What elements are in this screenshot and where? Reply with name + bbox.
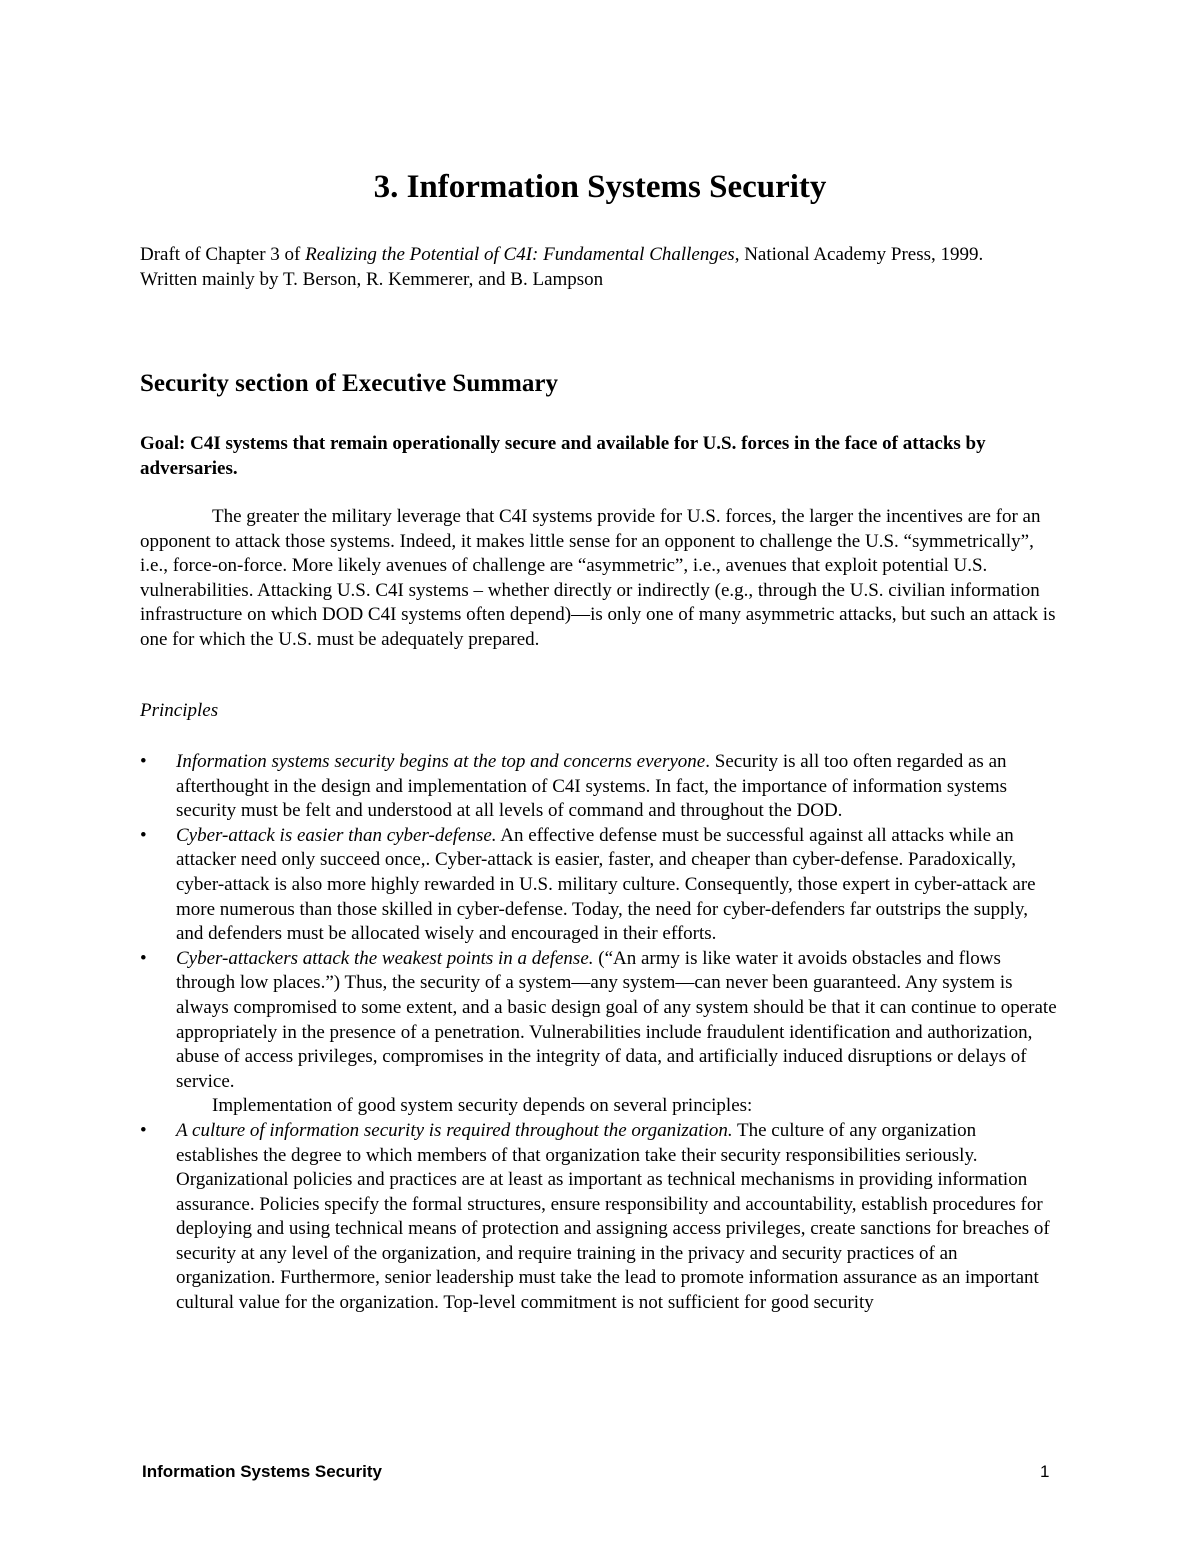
draft-suffix: , National Academy Press, 1999. (734, 244, 984, 265)
item-text: The culture of any organization establishes the degree to which members of that organization take their security responsibilities seriously. Organizational policies and practices are at least as important as technical mechanisms in providing information assurance. Policies specify the formal structures, ensure responsibility and accountability, establish procedures for deploying and using technical means of protection and assigning access privileges, create sanctions for breaches of security at any level of the organization, and require training in the privacy and security practices of an organization. Furthermore, senior leadership must take the lead to promote information assurance as an important cultural value for the organization. Top-level commitment is not sufficient for good security (176, 1119, 1050, 1314)
interlude-line: Implementation of good system security depends on several principles: (212, 1095, 753, 1117)
item-text: (“An army is like water it avoids obstacles and flows through low places.”) Thus, the security of a system—any system—can never been guaranteed. Any system is always compromised to some extent, and a basic design goal of any system should be that it can continue to operate appropriately in the presence of a penetration. Vulnerabilities include fraudulent identification and authorization, abuse of access privileges, compromises in the integrity of data, and artificially induced disruptions or delays of service. (176, 947, 1057, 1092)
footer-title: Information Systems Security (142, 1462, 382, 1481)
bullet-icon: • (140, 947, 147, 969)
list-item (140, 947, 1060, 1095)
bullet-icon: • (140, 1119, 147, 1141)
item-lead: Information systems security begins at the top and concerns everyone (176, 751, 706, 772)
book-title: Realizing the Potential of C4I: Fundamental Challenges (305, 244, 735, 265)
item-lead: A culture of information security is required throughout the organization. (176, 1119, 733, 1141)
page-number: 1 (1040, 1462, 1050, 1481)
item-text: . Security is all too often regarded as an afterthought in the design and implementation of C4I systems. In fact, the importance of information systems security must be felt and understood at all levels of command and throughout the DOD. (176, 751, 1008, 822)
authors-line: Written mainly by T. Berson, R. Kemmerer, and B. Lampson (140, 268, 604, 290)
list-item (140, 824, 1060, 947)
page-title: 3. Information Systems Security (373, 169, 827, 205)
principles-list (140, 750, 1060, 1316)
item-lead: Cyber-attack is easier than cyber-defense. (176, 824, 497, 846)
summary-paragraph: The greater the military leverage that C4I systems provide for U.S. forces, the larger the incentives are for an opponent to attack those systems. Indeed, it makes little sense for an opponent to challenge the U.S. “symmetrically”, i.e., force-on-force. More likely avenues of challenge are “asymmetric”, i.e., avenues that exploit potential U.S. vulnerabilities. Attacking U.S. C4I systems – whether directly or indirectly (e.g., through the U.S. civilian information infrastructure on which DOD C4I systems often depend)—is only one of many asymmetric attacks, but such an attack is one for which the U.S. must be adequately prepared. (140, 506, 1056, 650)
list-item (140, 1119, 1060, 1316)
bullet-icon: • (140, 824, 147, 846)
principles-heading: Principles (140, 700, 219, 721)
draft-note (140, 243, 1060, 292)
list-item (140, 750, 1060, 824)
section-heading: Security section of Executive Summary (140, 370, 558, 397)
item-text: An effective defense must be successful against all attacks while an attacker need only succeed once,. Cyber-attack is easier, faster, and cheaper than cyber-defense. Paradoxically, cyber-attack is also more highly rewarded in U.S. military culture. Consequently, those expert in cyber-attack are more numerous than those skilled in cyber-defense. Today, the need for cyber-defenders far outstrips the supply, and defenders must be allocated wisely and encouraged in their efforts. (176, 824, 1036, 945)
draft-prefix: Draft of Chapter 3 of (140, 244, 306, 265)
bullet-icon: • (140, 751, 147, 772)
item-lead: Cyber-attackers attack the weakest points in a defense. (176, 947, 594, 969)
goal-statement: Goal: C4I systems that remain operationally secure and available for U.S. forces in the face of attacks by adversaries. (140, 433, 986, 479)
